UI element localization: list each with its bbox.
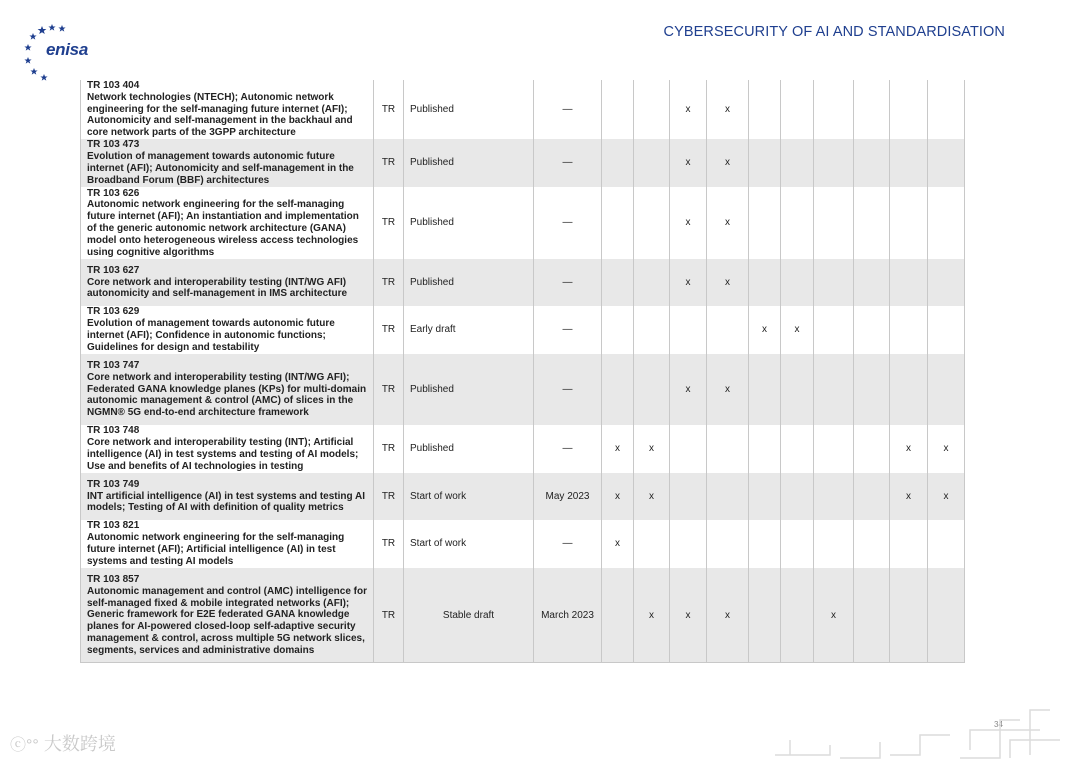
- standard-title-cell: [81, 187, 374, 259]
- standard-title-cell: [81, 139, 374, 187]
- date-cell: —: [534, 425, 602, 473]
- check-mark-cell: [814, 259, 854, 306]
- check-mark-cell: [928, 187, 965, 259]
- document-type-cell: TR: [374, 520, 404, 568]
- standard-description: Network technologies (NTECH); Autonomic network engineering for the self-managing future internet (AFI); Autonomicity and self-management in the backhaul and core network parts of the 3GPP architecture: [87, 91, 353, 139]
- watermark-logo-icon: ⓒ°°: [10, 737, 39, 754]
- check-mark-cell: [749, 80, 781, 139]
- check-mark-cell: x: [634, 568, 670, 663]
- check-mark-cell: [928, 80, 965, 139]
- star-icon: [40, 74, 47, 81]
- check-mark-cell: x: [602, 425, 634, 473]
- check-mark-cell: [670, 425, 707, 473]
- date-cell: —: [534, 306, 602, 354]
- check-mark-cell: [890, 139, 928, 187]
- check-mark-cell: [749, 473, 781, 520]
- check-mark-cell: [634, 80, 670, 139]
- check-mark-cell: [854, 187, 890, 259]
- standard-reference: TR 103 821: [87, 520, 140, 532]
- check-mark-cell: [854, 306, 890, 354]
- check-mark-cell: [634, 306, 670, 354]
- check-mark-cell: [890, 354, 928, 425]
- standard-reference: TR 103 473: [87, 139, 140, 151]
- check-mark-cell: [602, 306, 634, 354]
- status-cell: Published: [404, 139, 534, 187]
- check-mark-cell: [749, 425, 781, 473]
- check-mark-cell: x: [670, 354, 707, 425]
- check-mark-cell: [928, 306, 965, 354]
- check-mark-cell: x: [707, 187, 749, 259]
- check-mark-cell: x: [781, 306, 814, 354]
- check-mark-cell: [602, 139, 634, 187]
- check-mark-cell: [814, 139, 854, 187]
- table-row: [81, 259, 965, 306]
- document-type-cell: TR: [374, 354, 404, 425]
- table-row: [81, 568, 965, 663]
- check-mark-cell: [814, 187, 854, 259]
- check-mark-cell: [634, 259, 670, 306]
- check-mark-cell: [707, 520, 749, 568]
- check-mark-cell: [749, 568, 781, 663]
- check-mark-cell: [890, 187, 928, 259]
- document-type-cell: TR: [374, 259, 404, 306]
- standard-description: Core network and interoperability testing (INT/WG AFI) autonomicity and self-management in IMS architecture: [87, 276, 348, 300]
- check-mark-cell: [890, 259, 928, 306]
- document-type-cell: TR: [374, 187, 404, 259]
- document-type-cell: TR: [374, 306, 404, 354]
- table-row: [81, 354, 965, 425]
- standard-title-cell: [81, 425, 374, 473]
- check-mark-cell: x: [707, 80, 749, 139]
- check-mark-cell: [602, 354, 634, 425]
- check-mark-cell: [928, 568, 965, 663]
- check-mark-cell: [749, 139, 781, 187]
- check-mark-cell: [890, 520, 928, 568]
- status-cell: Published: [404, 80, 534, 139]
- table-row: [81, 306, 965, 354]
- check-mark-cell: x: [707, 259, 749, 306]
- standard-reference: TR 103 626: [87, 187, 140, 199]
- date-cell: —: [534, 139, 602, 187]
- check-mark-cell: [928, 520, 965, 568]
- check-mark-cell: [854, 259, 890, 306]
- table-row: [81, 425, 965, 473]
- page-number: 34: [994, 720, 1003, 729]
- document-title: CYBERSECURITY OF AI AND STANDARDISATION: [663, 24, 1005, 40]
- check-mark-cell: [634, 139, 670, 187]
- standard-description: Autonomic management and control (AMC) intelligence for self-managed fixed & mobile integrated networks (AFI); Generic framework for E2E federated GANA knowledge planes for AI-powered closed-loop self-adaptive security management & control, across multiple 5G network slices, segments, services and administrative domains: [87, 585, 368, 656]
- standard-reference: TR 103 404: [87, 80, 140, 91]
- status-cell: Start of work: [404, 520, 534, 568]
- star-icon: [48, 24, 55, 31]
- check-mark-cell: x: [890, 425, 928, 473]
- date-cell: —: [534, 354, 602, 425]
- check-mark-cell: [928, 354, 965, 425]
- standard-reference: TR 103 629: [87, 306, 140, 318]
- check-mark-cell: x: [602, 520, 634, 568]
- check-mark-cell: [781, 520, 814, 568]
- check-mark-cell: x: [890, 473, 928, 520]
- standard-reference: TR 103 857: [87, 573, 140, 585]
- check-mark-cell: x: [670, 568, 707, 663]
- check-mark-cell: [814, 425, 854, 473]
- check-mark-cell: x: [670, 187, 707, 259]
- check-mark-cell: [854, 425, 890, 473]
- check-mark-cell: [814, 80, 854, 139]
- check-mark-cell: [814, 354, 854, 425]
- check-mark-cell: [749, 259, 781, 306]
- star-icon: [24, 44, 31, 51]
- check-mark-cell: [854, 568, 890, 663]
- table-row: [81, 473, 965, 520]
- check-mark-cell: [814, 473, 854, 520]
- date-cell: —: [534, 80, 602, 139]
- status-cell: Published: [404, 354, 534, 425]
- check-mark-cell: [854, 473, 890, 520]
- standard-title-cell: [81, 80, 374, 139]
- check-mark-cell: [890, 80, 928, 139]
- check-mark-cell: x: [634, 425, 670, 473]
- check-mark-cell: [602, 187, 634, 259]
- status-cell: Published: [404, 259, 534, 306]
- check-mark-cell: [890, 306, 928, 354]
- check-mark-cell: x: [634, 473, 670, 520]
- check-mark-cell: [928, 259, 965, 306]
- standard-title-cell: [81, 306, 374, 354]
- check-mark-cell: x: [602, 473, 634, 520]
- document-type-cell: TR: [374, 139, 404, 187]
- check-mark-cell: [707, 306, 749, 354]
- table-row: [81, 139, 965, 187]
- check-mark-cell: [781, 425, 814, 473]
- watermark-text: 大数跨境: [43, 734, 116, 754]
- check-mark-cell: [814, 520, 854, 568]
- table-row: [81, 187, 965, 259]
- standard-title-cell: [81, 354, 374, 425]
- logo-wordmark: enisa: [46, 40, 88, 59]
- document-type-cell: TR: [374, 425, 404, 473]
- check-mark-cell: x: [707, 568, 749, 663]
- status-cell: Start of work: [404, 473, 534, 520]
- standard-description: Autonomic network engineering for the self-managing future internet (AFI); An instantiation and implementation of the generic autonomic network architecture (GANA) model onto heterogeneous wireless access technologies using cognitive algorithms: [87, 199, 359, 258]
- document-type-cell: TR: [374, 568, 404, 663]
- standard-description: Evolution of management towards autonomic future internet (AFI); Autonomicity and self-management in the Broadband Forum (BBF) architectures: [87, 151, 354, 186]
- star-icon: [38, 26, 47, 34]
- star-icon: [58, 25, 65, 32]
- standard-reference: TR 103 747: [87, 359, 140, 371]
- date-cell: —: [534, 187, 602, 259]
- check-mark-cell: [602, 259, 634, 306]
- check-mark-cell: x: [670, 139, 707, 187]
- check-mark-cell: [670, 520, 707, 568]
- check-mark-cell: [634, 354, 670, 425]
- check-mark-cell: [707, 425, 749, 473]
- status-cell: Published: [404, 425, 534, 473]
- status-cell: Stable draft: [404, 568, 534, 663]
- check-mark-cell: x: [670, 80, 707, 139]
- star-icon: [29, 33, 36, 40]
- check-mark-cell: [707, 473, 749, 520]
- check-mark-cell: [749, 520, 781, 568]
- check-mark-cell: [781, 139, 814, 187]
- check-mark-cell: [781, 473, 814, 520]
- check-mark-cell: [781, 187, 814, 259]
- check-mark-cell: [854, 354, 890, 425]
- standard-reference: TR 103 749: [87, 478, 140, 490]
- check-mark-cell: [890, 568, 928, 663]
- check-mark-cell: [854, 80, 890, 139]
- standard-reference: TR 103 748: [87, 425, 140, 437]
- check-mark-cell: [928, 139, 965, 187]
- date-cell: —: [534, 259, 602, 306]
- check-mark-cell: [814, 306, 854, 354]
- check-mark-cell: [781, 80, 814, 139]
- check-mark-cell: [781, 354, 814, 425]
- date-cell: May 2023: [534, 473, 602, 520]
- check-mark-cell: [854, 139, 890, 187]
- document-type-cell: TR: [374, 473, 404, 520]
- standard-title-cell: [81, 473, 374, 520]
- check-mark-cell: [602, 568, 634, 663]
- date-cell: —: [534, 520, 602, 568]
- check-mark-cell: x: [928, 425, 965, 473]
- check-mark-cell: x: [670, 259, 707, 306]
- status-cell: Published: [404, 187, 534, 259]
- check-mark-cell: x: [707, 354, 749, 425]
- check-mark-cell: [781, 568, 814, 663]
- star-icon: [30, 68, 37, 75]
- standard-description: Core network and interoperability testing (INT); Artificial intelligence (AI) in test systems and testing of AI models; Use and benefits of AI technologies in testing: [87, 437, 359, 472]
- check-mark-cell: [634, 187, 670, 259]
- check-mark-cell: x: [928, 473, 965, 520]
- watermark: [10, 730, 116, 756]
- table-row: [81, 80, 965, 139]
- check-mark-cell: [781, 259, 814, 306]
- standard-reference: TR 103 627: [87, 264, 140, 276]
- check-mark-cell: [670, 473, 707, 520]
- date-cell: March 2023: [534, 568, 602, 663]
- check-mark-cell: x: [814, 568, 854, 663]
- standard-title-cell: [81, 568, 374, 663]
- standard-description: INT artificial intelligence (AI) in test systems and testing AI models; Testing of AI with definition of quality metrics: [87, 490, 366, 514]
- circuit-decoration: [770, 700, 1070, 760]
- standard-title-cell: [81, 259, 374, 306]
- check-mark-cell: [602, 80, 634, 139]
- star-icon: [24, 57, 31, 64]
- standard-description: Evolution of management towards autonomic future internet (AFI); Confidence in autonomic functions; Guidelines for design and testability: [87, 318, 335, 353]
- document-type-cell: TR: [374, 80, 404, 139]
- check-mark-cell: [634, 520, 670, 568]
- standard-description: Autonomic network engineering for the self-managing future internet (AFI); Artificial intelligence (AI) in test systems and testing AI models: [87, 532, 345, 567]
- check-mark-cell: [854, 520, 890, 568]
- check-mark-cell: [749, 187, 781, 259]
- standard-description: Core network and interoperability testing (INT/WG AFI); Federated GANA knowledge planes (KPs) for multi-domain autonomic management & control (AMC) of slices in the NGMN® 5G end-to-end architecture framework: [87, 371, 367, 419]
- check-mark-cell: [670, 306, 707, 354]
- standards-table: [80, 80, 965, 663]
- check-mark-cell: x: [749, 306, 781, 354]
- check-mark-cell: [749, 354, 781, 425]
- table-row: [81, 520, 965, 568]
- check-mark-cell: x: [707, 139, 749, 187]
- standard-title-cell: [81, 520, 374, 568]
- status-cell: Early draft: [404, 306, 534, 354]
